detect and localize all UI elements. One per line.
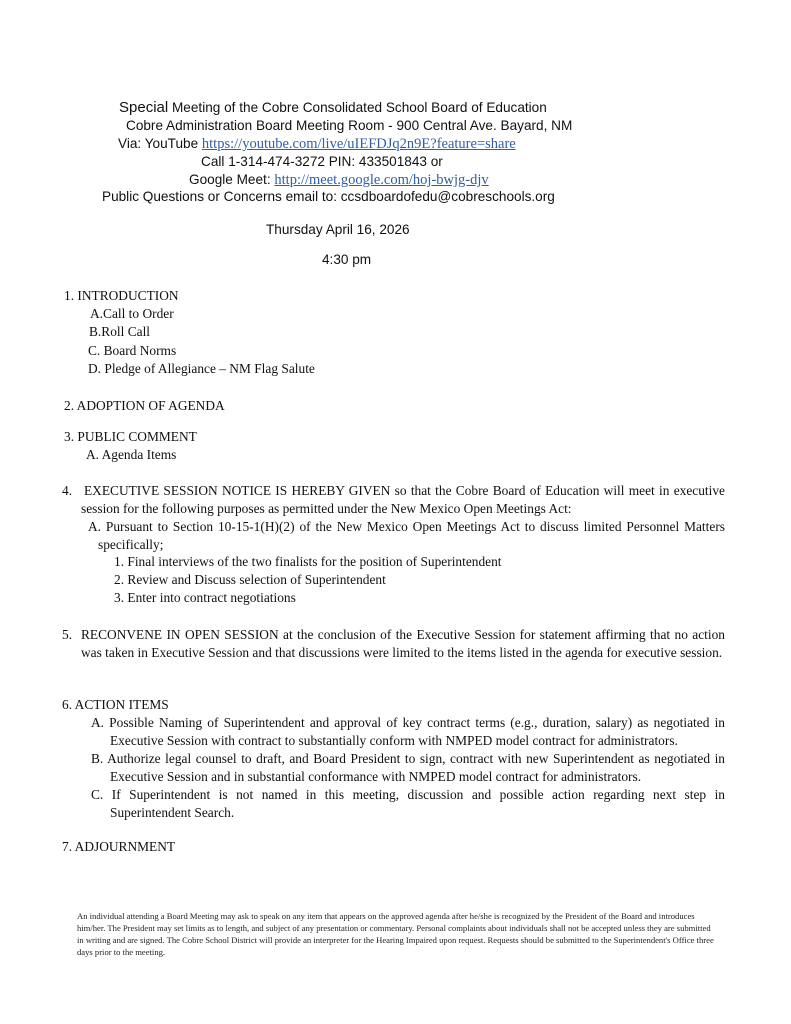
agenda-item: A.Call to Order — [90, 306, 174, 321]
agenda-item: A. Agenda Items — [86, 447, 177, 462]
executive-subitem: 1. Final interviews of the two finalists for the position of Superintendent — [114, 554, 502, 569]
meeting-location: Cobre Administration Board Meeting Room - 900 Central Ave. Bayard, NM — [126, 118, 573, 133]
youtube-link[interactable]: https://youtube.com/live/uIEFDJq2n9E?feature=share — [201, 136, 516, 152]
agenda-item: B.Roll Call — [89, 324, 151, 339]
action-item: A. Possible Naming of Superintendent and approval of key contract terms (e.g., duration, salary) as negotiated in Executive Session with contract to substantially conform with NMPED model contract for administrators. — [91, 715, 725, 748]
section-number: 5. — [62, 627, 73, 642]
youtube-label: Via: YouTube — [118, 136, 202, 151]
public-email-line: Public Questions or Concerns email to: ccsdboardofedu@cobreschools.org — [102, 189, 555, 204]
meeting-date: Thursday April 16, 2026 — [266, 222, 410, 237]
google-meet-label: Google Meet: — [189, 172, 275, 187]
agenda-item: C. Board Norms — [88, 343, 177, 358]
executive-subitem: 2. Review and Discuss selection of Superintendent — [114, 572, 386, 587]
meeting-title-emph: Special — [119, 99, 169, 116]
section-reconvene-text: RECONVENE IN OPEN SESSION at the conclusion of the Executive Session for statement affirming that no action was taken in Executive Session and that discussions were limited to the items listed in the agenda for executive session. — [81, 627, 725, 660]
section-adoption-heading: 2. ADOPTION OF AGENDA — [64, 398, 225, 413]
executive-session-item-a: A. Pursuant to Section 10-15-1(H)(2) of the New Mexico Open Meetings Act to discuss limited Personnel Matters specifically; — [88, 519, 725, 552]
google-meet-line — [189, 171, 489, 189]
agenda-item: D. Pledge of Allegiance – NM Flag Salute — [88, 361, 315, 376]
section-introduction-heading: 1. INTRODUCTION — [64, 288, 179, 303]
executive-subitem: 3. Enter into contract negotiations — [114, 590, 296, 605]
section-adjournment-heading: 7. ADJOURNMENT — [62, 839, 176, 854]
google-meet-link[interactable]: http://meet.google.com/hoj-bwjg-djv — [274, 172, 489, 188]
section-executive-session-text: EXECUTIVE SESSION NOTICE IS HEREBY GIVEN so that the Cobre Board of Education will meet in executive session for the following purposes as permitted under the New Mexico Open Meetings Act: — [81, 483, 725, 516]
youtube-line — [118, 135, 516, 153]
footer-notice: An individual attending a Board Meeting may ask to speak on any item that appears on the approved agenda after he/she is recognized by the President of the Board and introduces him/her. The President may set limits as to length, and subject of any presentation or commentary. Personal complaints about individuals shall not be accepted unless they are submitted in writing and are signed. The Cobre School District will provide an interpreter for the Hearing Impaired upon request. Requests should be submitted to the Superintendent's Office three days prior to the meeting. — [77, 911, 714, 958]
action-item: C. If Superintendent is not named in this meeting, discussion and possible action regarding next step in Superintendent Search. — [91, 787, 725, 820]
action-item: B. Authorize legal counsel to draft, and Board President to sign, contract with new Superintendent as negotiated in Executive Session and in substantial conformance with NMPED model contract for administrators. — [91, 751, 725, 784]
meeting-title — [119, 99, 547, 116]
section-number: 4. — [62, 483, 73, 498]
section-action-items-heading: 6. ACTION ITEMS — [62, 697, 169, 712]
call-in-line: Call 1-314-474-3272 PIN: 433501843 or — [201, 154, 443, 169]
section-public-comment-heading: 3. PUBLIC COMMENT — [64, 429, 197, 444]
meeting-title-rest: Meeting of the Cobre Consolidated School Board of Education — [168, 100, 547, 115]
meeting-time: 4:30 pm — [322, 252, 372, 267]
